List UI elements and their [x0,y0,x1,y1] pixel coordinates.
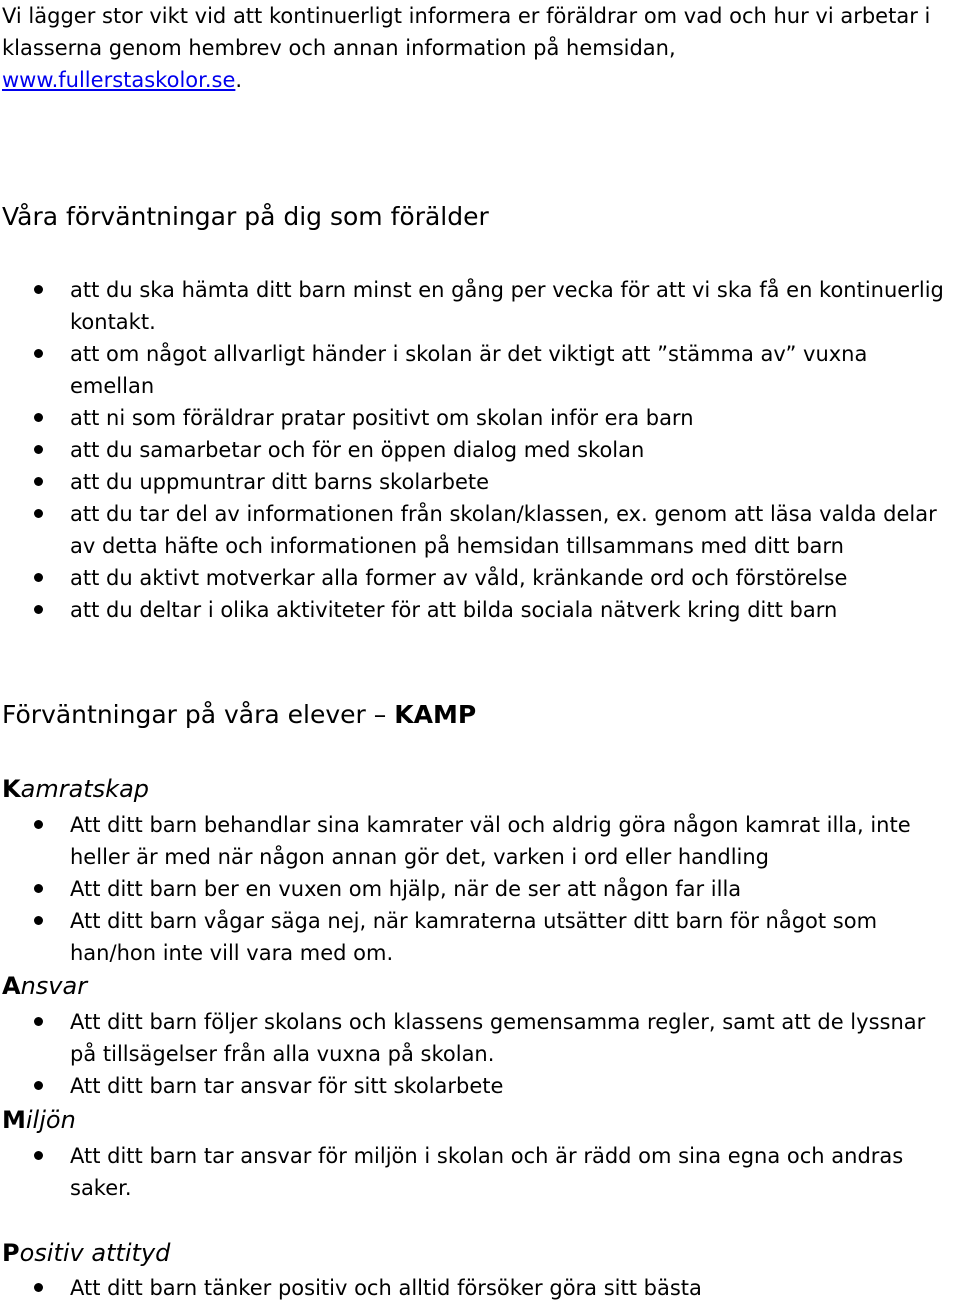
list-item: Att ditt barn tänker positiv och alltid försöker göra sitt bästa [0,1272,958,1304]
bullet-icon [34,1017,43,1026]
intro-link-suffix: . [235,68,243,92]
list-item: Att ditt barn följer skolans och klassens gemensamma regler, samt att de lyssnar på tillsägelser från alla vuxna på skolan. [0,1006,958,1070]
bullet-icon [34,477,43,486]
students-heading-prefix: Förväntningar på våra elever – [2,700,395,729]
bullet-icon [34,445,43,454]
list-item: att du ska hämta ditt barn minst en gång per vecka för att vi ska få en kontinuerlig kontakt. [0,274,958,338]
list-item: Att ditt barn tar ansvar för sitt skolarbete [0,1070,958,1102]
bullet-icon [34,605,43,614]
kamp-acronym: KAMP [394,700,477,729]
bullet-icon [34,509,43,518]
section-initial: P [2,1239,20,1267]
list-item: att ni som föräldrar pratar positivt om skolan inför era barn [0,402,958,434]
students-heading [2,698,476,732]
list-item: Att ditt barn tar ansvar för miljön i skolan och är rädd om sina egna och andras saker. [0,1140,958,1204]
intro-text: Vi lägger stor vikt vid att kontinuerligt informera er föräldrar om vad och hur vi arbetar i klasserna genom hembrev och annan information på hemsidan, [2,4,931,60]
list-item: Att ditt barn behandlar sina kamrater väl och aldrig göra någon kamrat illa, inte heller är med när någon annan gör det, varken i ord eller handling [0,809,958,873]
bullet-icon [34,349,43,358]
section-initial: K [2,775,21,803]
list-item: att du deltar i olika aktiviteter för att bilda sociala nätverk kring ditt barn [0,594,958,626]
list-item: Att ditt barn ber en vuxen om hjälp, när de ser att någon far illa [0,873,958,905]
bullet-icon [34,1151,43,1160]
bullet-icon [34,413,43,422]
ansvar-list [0,1006,958,1102]
section-title-rest: ositiv attityd [19,1239,171,1267]
positiv-attityd-list [0,1272,958,1304]
bullet-icon [34,1283,43,1292]
section-title-rest: nsvar [20,972,88,1000]
section-initial: M [2,1106,26,1134]
section-heading-kamratskap [2,773,149,805]
list-item: att du tar del av informationen från skolan/klassen, ex. genom att läsa valda delar av detta häfte och informationen på hemsidan tillsammans med ditt barn [0,498,958,562]
bullet-icon [34,285,43,294]
section-title-rest: amratskap [20,775,150,803]
section-title-rest: iljön [25,1106,76,1134]
section-heading-positiv-attityd [2,1237,170,1269]
bullet-icon [34,1081,43,1090]
list-item: att du aktivt motverkar alla former av våld, kränkande ord och förstörelse [0,562,958,594]
list-item: att du uppmuntrar ditt barns skolarbete [0,466,958,498]
list-item: att om något allvarligt händer i skolan är det viktigt att ”stämma av” vuxna emellan [0,338,958,402]
parents-heading: Våra förväntningar på dig som förälder [2,202,489,231]
section-heading-miljon [2,1104,76,1136]
parents-expectations-list [0,274,958,626]
intro-paragraph [2,0,952,96]
section-heading-ansvar [2,970,87,1002]
bullet-icon [34,916,43,925]
bullet-icon [34,573,43,582]
kamratskap-list [0,809,958,969]
school-website-link[interactable]: www.fullerstaskolor.se [2,68,236,92]
miljon-list [0,1140,958,1204]
bullet-icon [34,820,43,829]
bullet-icon [34,884,43,893]
list-item: Att ditt barn vågar säga nej, när kamraterna utsätter ditt barn för något som han/hon inte vill vara med om. [0,905,958,969]
section-initial: A [2,972,21,1000]
list-item: att du samarbetar och för en öppen dialog med skolan [0,434,958,466]
